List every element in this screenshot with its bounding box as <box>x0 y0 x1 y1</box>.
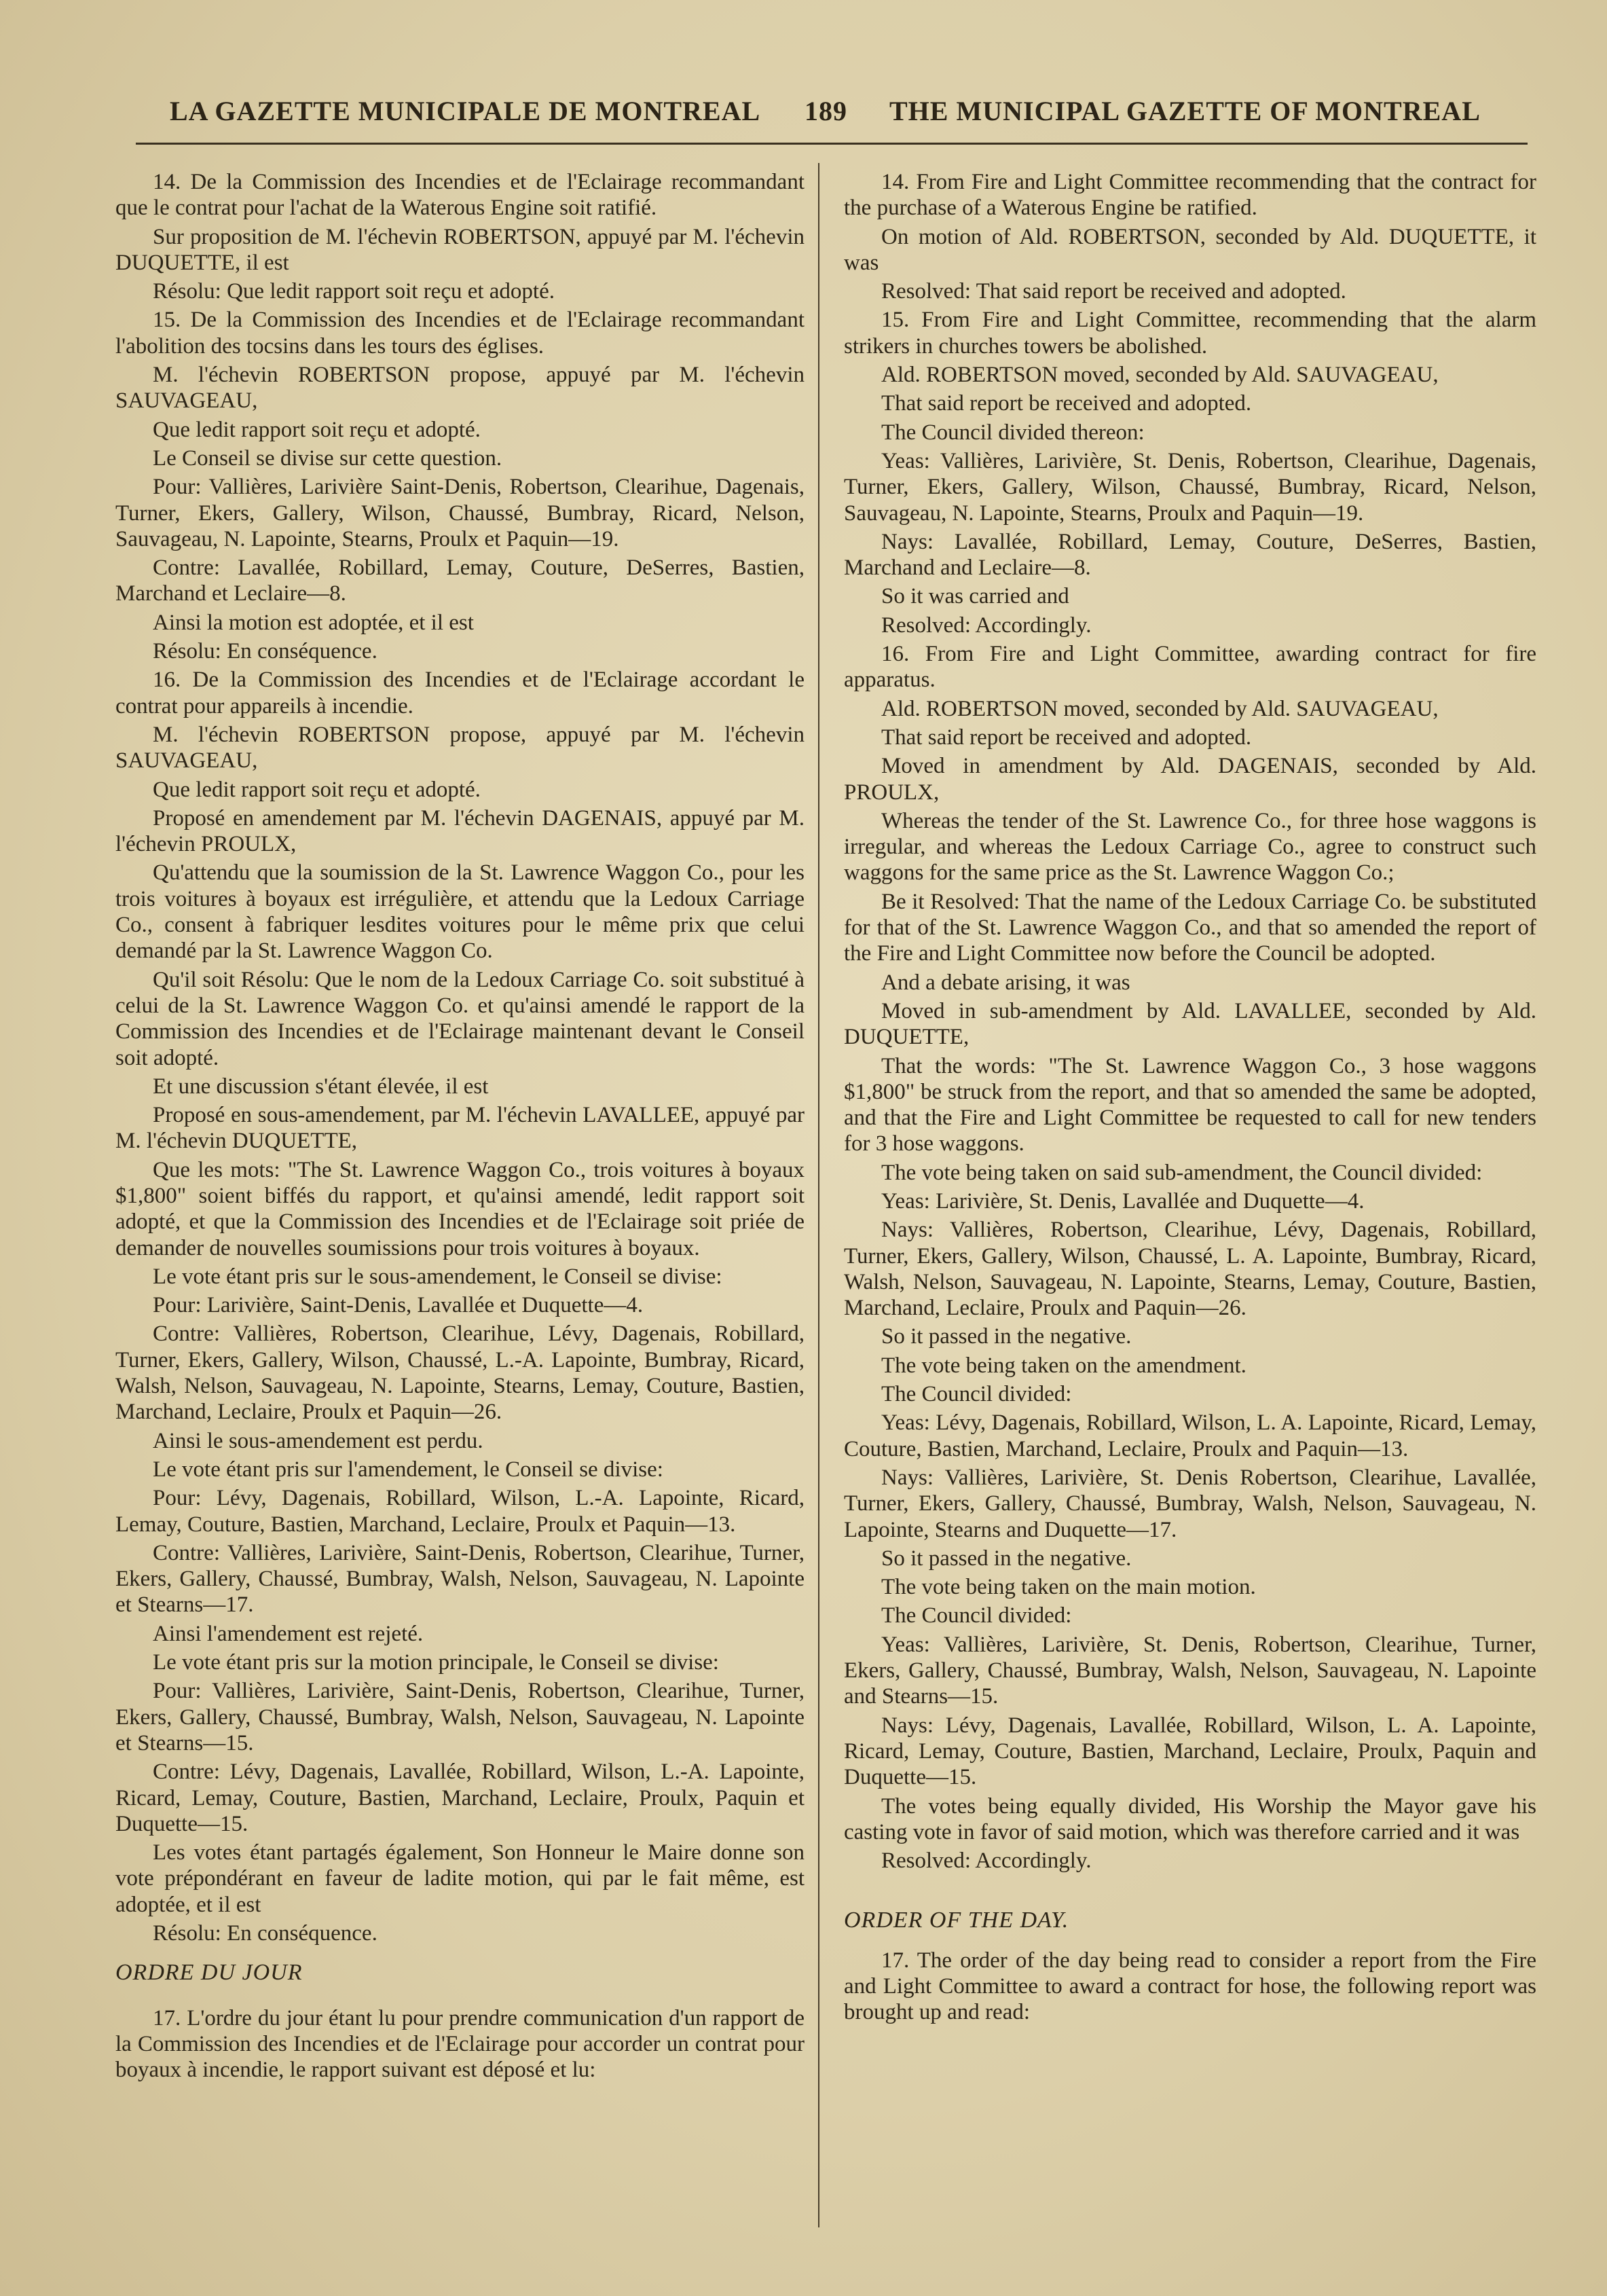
french-paragraph: 14. De la Commission des Incendies et de l'Eclairage recommandant que le contrat pour l'achat de la Waterous Engine soit ratifié. <box>115 170 805 221</box>
french-paragraph: Le Conseil se divise sur cette question. <box>153 445 502 471</box>
french-paragraph: Ainsi le sous-amendement est perdu. <box>153 1428 483 1453</box>
english-paragraph: Resolved: That said report be received and adopted. <box>881 279 1346 304</box>
french-paragraph: Contre: Lévy, Dagenais, Lavallée, Robillard, Wilson, L.-A. Lapointe, Ricard, Lemay, Couture, Bastien, Marchand, Leclaire, Proulx, Paquin et Duquette—15. <box>115 1760 805 1836</box>
english-paragraph: On motion of Ald. ROBERTSON, seconded by Ald. DUQUETTE, it was <box>844 224 1536 275</box>
french-paragraph: Pour: Lévy, Dagenais, Robillard, Wilson, L.-A. Lapointe, Ricard, Lemay, Couture, Bastien, Marchand, Leclaire, Proulx et Paquin—13. <box>115 1486 805 1537</box>
english-paragraph: Resolved: Accordingly. <box>881 1848 1092 1874</box>
english-paragraph: The Council divided thereon: <box>881 420 1145 445</box>
english-paragraph: Moved in sub-amendment by Ald. LAVALLEE, seconded by Ald. DUQUETTE, <box>844 998 1536 1050</box>
french-paragraph: Résolu: Que ledit rapport soit reçu et adopté. <box>153 279 555 304</box>
french-section-heading: ORDRE DU JOUR <box>115 1960 303 1986</box>
french-paragraph: 17. L'ordre du jour étant lu pour prendre communication d'un rapport de la Commission des Incendies et de l'Eclairage pour accorder un contrat pour boyaux à incendie, le rapport suivant est déposé et lu: <box>115 2005 805 2083</box>
french-paragraph: Le vote étant pris sur la motion principale, le Conseil se divise: <box>153 1650 719 1675</box>
french-paragraph: Pour: Vallières, Larivière Saint-Denis, Robertson, Clearihue, Dagenais, Turner, Ekers, Gallery, Wilson, Chaussé, Bumbray, Ricard, Nelson, Sauvageau, N. Lapointe, Stearns, Proulx et Paquin—19. <box>115 475 805 551</box>
french-paragraph: Proposé en sous-amendement, par M. l'échevin LAVALLEE, appuyé par M. l'échevin DUQUETTE, <box>115 1103 805 1154</box>
french-paragraph: 15. De la Commission des Incendies et de l'Eclairage recommandant l'abolition des tocsins dans les tours des églises. <box>115 308 805 359</box>
french-paragraph: Résolu: En conséquence. <box>153 1921 377 1946</box>
header-rule <box>136 143 1528 145</box>
header-english-title: THE MUNICIPAL GAZETTE OF MONTREAL <box>889 96 1481 126</box>
english-paragraph: Ald. ROBERTSON moved, seconded by Ald. SAUVAGEAU, <box>881 696 1439 721</box>
french-paragraph: Ainsi l'amendement est rejeté. <box>153 1621 424 1646</box>
english-column <box>844 166 1536 2026</box>
english-paragraph: The Council divided: <box>881 1603 1072 1628</box>
english-paragraph: 16. From Fire and Light Committee, awarding contract for fire apparatus. <box>844 642 1536 693</box>
english-paragraph: Yeas: Lévy, Dagenais, Robillard, Wilson, L. A. Lapointe, Ricard, Lemay, Couture, Bastien, Marchand, Leclaire, Proulx and Paquin—13. <box>844 1410 1536 1461</box>
running-header <box>170 95 1494 136</box>
french-column <box>115 166 805 2083</box>
english-paragraph: Nays: Vallières, Robertson, Clearihue, Lévy, Dagenais, Robillard, Turner, Ekers, Gallery, Wilson, Chaussé, L. A. Lapointe, Bumbray, Ricard, Walsh, Nelson, Sauvageau, N. Lapointe, Stearns, Lemay, Couture, Bastien, Marchand, Leclaire, Proulx and Paquin—26. <box>844 1218 1536 1321</box>
french-paragraph: Qu'il soit Résolu: Que le nom de la Ledoux Carriage Co. soit substitué à celui de la St. Lawrence Waggon Co. et qu'ainsi amendé le rapport de la Commission des Incendies et de l'Eclairage maintenant devant le Conseil soit adopté. <box>115 967 805 1070</box>
english-paragraph: And a debate arising, it was <box>881 970 1130 995</box>
french-paragraph: Contre: Vallières, Larivière, Saint-Denis, Robertson, Clearihue, Turner, Ekers, Gallery, Chaussé, Bumbray, Walsh, Nelson, Sauvageau, N. Lapointe et Stearns—17. <box>115 1540 805 1618</box>
english-paragraph: So it was carried and <box>881 584 1069 609</box>
english-paragraph: That said report be received and adopted. <box>881 725 1252 750</box>
french-paragraph: Qu'attendu que la soumission de la St. Lawrence Waggon Co., pour les trois voitures à boyaux est irrégulière, et attendu que la Ledoux Carriage Co., consent à fabriquer lesdites voitures pour le même prix que celui demandé par la St. Lawrence Waggon Co. <box>115 860 805 964</box>
english-paragraph: 15. From Fire and Light Committee, recommending that the alarm strikers in churches towers be abolished. <box>844 308 1536 359</box>
french-paragraph: Contre: Lavallée, Robillard, Lemay, Couture, DeSerres, Bastien, Marchand et Leclaire—8. <box>115 555 805 606</box>
header-french-title: LA GAZETTE MUNICIPALE DE MONTREAL <box>170 96 761 126</box>
english-paragraph: 14. From Fire and Light Committee recommending that the contract for the purchase of a Waterous Engine be ratified. <box>844 170 1536 221</box>
french-paragraph: Résolu: En conséquence. <box>153 639 377 664</box>
english-paragraph: Nays: Lavallée, Robillard, Lemay, Couture, DeSerres, Bastien, Marchand and Leclaire—8. <box>844 529 1536 581</box>
english-paragraph: Yeas: Vallières, Larivière, St. Denis, Robertson, Clearihue, Turner, Ekers, Gallery, Chaussé, Bumbray, Walsh, Nelson, Sauvageau, N. Lapointe and Stearns—15. <box>844 1632 1536 1709</box>
french-paragraph: Pour: Larivière, Saint-Denis, Lavallée et Duquette—4. <box>153 1293 644 1318</box>
english-paragraph: So it passed in the negative. <box>881 1324 1132 1349</box>
english-paragraph: Resolved: Accordingly. <box>881 613 1092 638</box>
french-paragraph: Le vote étant pris sur le sous-amendement, le Conseil se divise: <box>153 1264 722 1289</box>
french-paragraph: Et une discussion s'étant élevée, il est <box>153 1074 489 1099</box>
english-paragraph: Ald. ROBERTSON moved, seconded by Ald. SAUVAGEAU, <box>881 363 1439 388</box>
french-paragraph: Sur proposition de M. l'échevin ROBERTSON, appuyé par M. l'échevin DUQUETTE, il est <box>115 224 805 275</box>
french-paragraph: Les votes étant partagés également, Son Honneur le Maire donne son vote prépondérant en faveur de ladite motion, qui par le fait même, est adoptée, et il est <box>115 1840 805 1917</box>
french-paragraph: Le vote étant pris sur l'amendement, le Conseil se divise: <box>153 1457 663 1482</box>
english-paragraph: That said report be received and adopted. <box>881 391 1252 416</box>
french-paragraph: 16. De la Commission des Incendies et de l'Eclairage accordant le contrat pour appareils à incendie. <box>115 668 805 718</box>
french-paragraph: Que les mots: "The St. Lawrence Waggon Co., trois voitures à boyaux $1,800" soient biffés du rapport, et qu'ainsi amendé, ledit rapport soit adopté, et que la Commission des Incendies et de l'Eclairage soit priée de demander de nouvelles soumissions pour trois voitures à boyaux. <box>115 1157 805 1260</box>
french-paragraph: Proposé en amendement par M. l'échevin DAGENAIS, appuyé par M. l'échevin PROULX, <box>115 805 805 857</box>
english-paragraph: So it passed in the negative. <box>881 1546 1132 1571</box>
english-paragraph: The vote being taken on the main motion. <box>881 1575 1256 1600</box>
english-paragraph: The Council divided: <box>881 1382 1072 1407</box>
french-paragraph: Que ledit rapport soit reçu et adopté. <box>153 777 481 802</box>
english-paragraph: Nays: Vallières, Larivière, St. Denis Robertson, Clearihue, Lavallée, Turner, Ekers, Gallery, Chaussé, Bumbray, Walsh, Nelson, Sauvageau, N. Lapointe, Stearns and Duquette—17. <box>844 1465 1536 1542</box>
english-paragraph: 17. The order of the day being read to consider a report from the Fire and Light Committee to award a contract for hose, the following report was brought up and read: <box>844 1948 1536 2025</box>
english-paragraph: Yeas: Larivière, St. Denis, Lavallée and Duquette—4. <box>881 1188 1365 1214</box>
french-paragraph: M. l'échevin ROBERTSON propose, appuyé par M. l'échevin SAUVAGEAU, <box>115 722 805 773</box>
french-paragraph: Ainsi la motion est adoptée, et il est <box>153 610 474 635</box>
page-number: 189 <box>805 96 847 126</box>
english-paragraph: Be it Resolved: That the name of the Ledoux Carriage Co. be substituted for that of the St. Lawrence Waggon Co., and that so amended the report of the Fire and Light Committee now before the Council be adopted. <box>844 889 1536 966</box>
english-paragraph: Yeas: Vallières, Larivière, St. Denis, Robertson, Clearihue, Dagenais, Turner, Ekers, Gallery, Wilson, Chaussé, Bumbray, Ricard, Nelson, Sauvageau, N. Lapointe, Stearns, Proulx and Paquin—19. <box>844 448 1536 526</box>
english-paragraph: Whereas the tender of the St. Lawrence Co., for three hose waggons is irregular, and whereas the Ledoux Carriage Co., agree to construct such waggons for the same price as the St. Lawrence Waggon Co.; <box>844 808 1536 886</box>
column-divider <box>818 163 819 2227</box>
french-paragraph: Que ledit rapport soit reçu et adopté. <box>153 417 481 442</box>
english-paragraph: The vote being taken on the amendment. <box>881 1353 1246 1378</box>
english-paragraph: That the words: "The St. Lawrence Waggon Co., 3 hose waggons $1,800" be struck from the report, and that so amended the same be adopted, and that the Fire and Light Committee be requested to call for new tenders for 3 hose waggons. <box>844 1053 1536 1156</box>
english-paragraph: The votes being equally divided, His Worship the Mayor gave his casting vote in favor of said motion, which was therefore carried and it was <box>844 1793 1536 1844</box>
english-paragraph: Nays: Lévy, Dagenais, Lavallée, Robillard, Wilson, L. A. Lapointe, Ricard, Lemay, Couture, Bastien, Marchand, Leclaire, Proulx, Paquin and Duquette—15. <box>844 1713 1536 1790</box>
french-paragraph: Pour: Vallières, Larivière, Saint-Denis, Robertson, Clearihue, Turner, Ekers, Gallery, Chaussé, Bumbray, Walsh, Nelson, Sauvageau, N. Lapointe et Stearns—15. <box>115 1679 805 1755</box>
french-paragraph: Contre: Vallières, Robertson, Clearihue, Lévy, Dagenais, Robillard, Turner, Ekers, Gallery, Wilson, Chaussé, L.-A. Lapointe, Bumbray, Ricard, Walsh, Nelson, Sauvageau, N. Lapointe, Stearns, Lemay, Couture, Bastien, Marchand, Leclaire, Proulx et Paquin—26. <box>115 1322 805 1425</box>
english-paragraph: The vote being taken on said sub-amendment, the Council divided: <box>881 1160 1483 1185</box>
english-paragraph: Moved in amendment by Ald. DAGENAIS, seconded by Ald. PROULX, <box>844 754 1536 805</box>
french-paragraph: M. l'échevin ROBERTSON propose, appuyé par M. l'échevin SAUVAGEAU, <box>115 363 805 414</box>
english-section-heading: ORDER OF THE DAY. <box>844 1908 1069 1933</box>
